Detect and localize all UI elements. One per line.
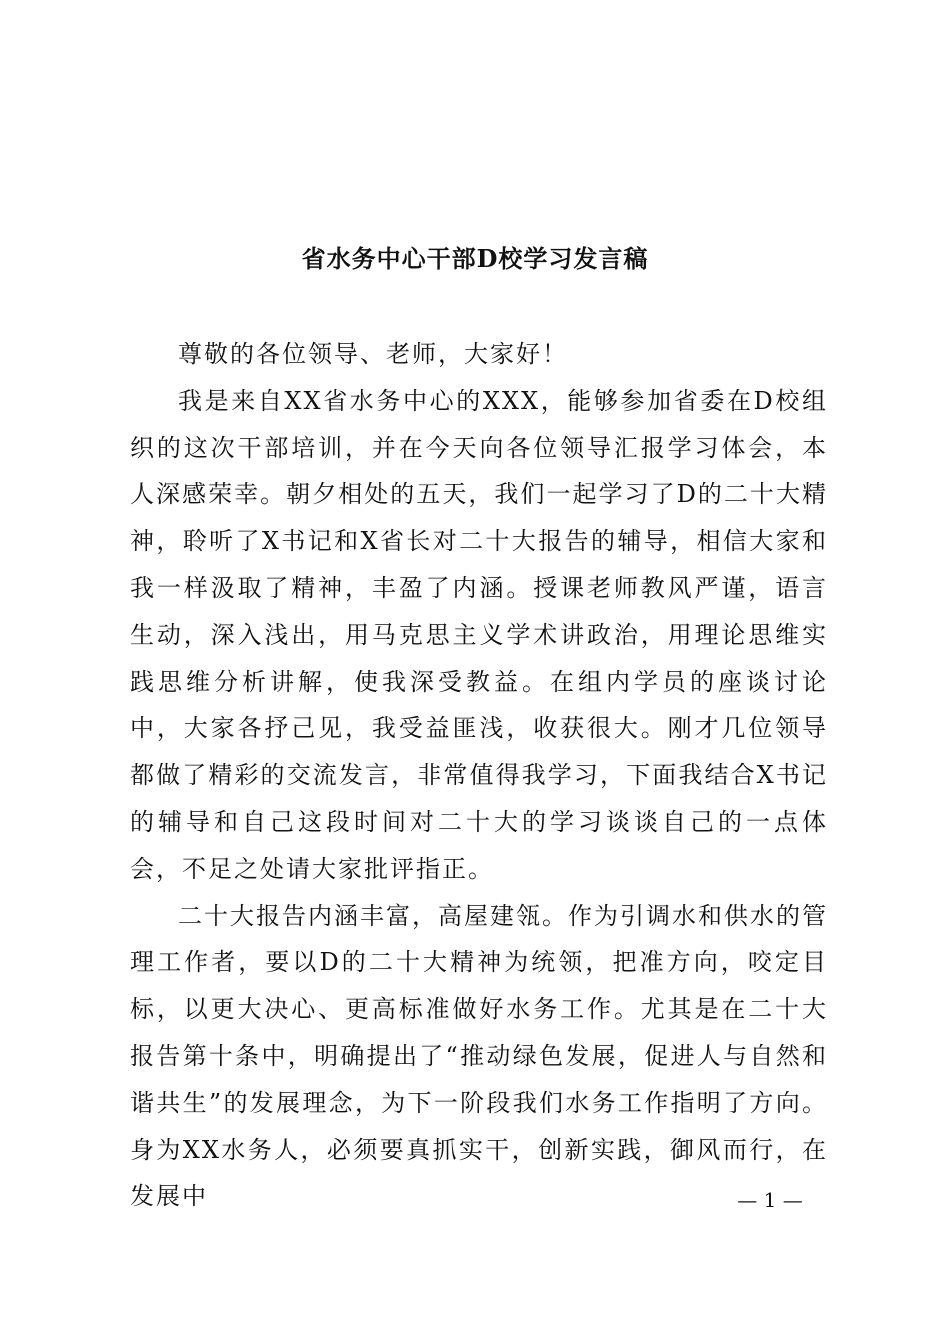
greeting-paragraph: 尊敬的各位领导、老师，大家好！ [178, 340, 568, 368]
introduction-paragraph: 我是来自XX省水务中心的XXX，能够参加省委在D校组织的这次干部培训，并在今天向各位领导汇报学习体会，本人深感荣幸。朝夕相处的五天，我们一起学习了D的二十大精神，聆听了X书记和X省长对二十大报告的辅导，相信大家和我一样汲取了精神，丰盈了内涵。授课老师教风严谨，语言生动，深入浅出，用马克思主义学术讲政治，用理论思维实践思维分析讲解，使我深受教益。在组内学员的座谈讨论中，大家各抒己见，我受益匪浅，收获很大。刚才几位领导都做了精彩的交流发言，非常值得我学习，下面我结合X书记的辅导和自己这段时间对二十大的学习谈谈自己的一点体会，不足之处请大家批评指正。 [130, 386, 828, 883]
document-body [130, 331, 828, 1220]
page-number: — 1 — [737, 1188, 803, 1212]
document-title: 省水务中心干部D校学习发言稿 [301, 244, 649, 273]
report-reflection-paragraph: 二十大报告内涵丰富，高屋建瓴。作为引调水和供水的管理工作者，要以D的二十大精神为统领，把准方向，咬定目标，以更大决心、更高标准做好水务工作。尤其是在二十大报告第十条中，明确提出了“推动绿色发展，促进人与自然和谐共生”的发展理念，为下一阶段我们水务工作指明了方向。身为XX水务人，必须要真抓实干，创新实践，御风而行，在发展中 [130, 901, 828, 1211]
